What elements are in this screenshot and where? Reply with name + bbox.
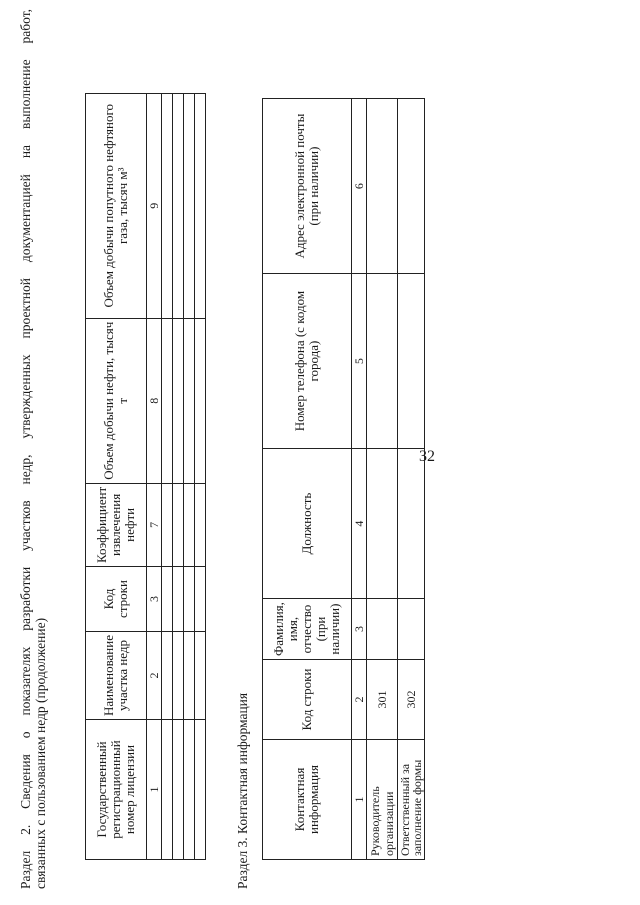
column-number-row: [352, 99, 367, 860]
section2-heading-line1: Раздел 2. Сведения о показателях разработки участков недр, утвержденных проектной документацией на выполнение работ,: [18, 9, 33, 889]
column-header: Наименование участка недр: [86, 632, 147, 720]
page-number: 32: [419, 448, 435, 465]
section2-heading-line2: связанных с пользованием недр (продолжение): [33, 617, 48, 889]
table-row: [162, 93, 173, 859]
section2-heading: [18, 9, 48, 889]
column-header: Код строки: [263, 660, 352, 740]
column-number: 4: [352, 449, 367, 599]
column-header: Объем добычи нефти, тысяч т: [86, 318, 147, 483]
table-row: [195, 93, 206, 859]
column-header: Фамилия, имя, отчество (при наличии): [263, 599, 352, 660]
column-number: 8: [147, 318, 162, 483]
column-number: 7: [147, 483, 162, 566]
column-number: 2: [147, 632, 162, 720]
section3-table: [262, 98, 425, 860]
column-number: 6: [352, 99, 367, 274]
column-header: Должность: [263, 449, 352, 599]
column-number: 5: [352, 274, 367, 449]
column-number: 2: [352, 660, 367, 740]
column-header: Код строки: [86, 567, 147, 632]
column-header: Объем добычи попутного нефтяного газа, тысяч м³: [86, 93, 147, 318]
column-header: Контактная информация: [263, 740, 352, 860]
table-row: [173, 93, 184, 859]
section2-table: [85, 93, 206, 860]
table-row: [184, 93, 195, 859]
column-number: 1: [147, 720, 162, 860]
row-label: Ответственный за заполнение формы: [398, 740, 425, 860]
column-header: Государственный регистрационный номер лицензии: [86, 720, 147, 860]
table-row: [398, 99, 425, 860]
section3-title: Раздел 3. Контактная информация: [235, 692, 250, 889]
column-number: 3: [147, 567, 162, 632]
table-header-row: [86, 93, 147, 859]
column-header: Адрес электронной почты (при наличии): [263, 99, 352, 274]
row-code: 301: [367, 660, 398, 740]
column-number-row: [147, 93, 162, 859]
table-row: [367, 99, 398, 860]
table-header-row: [263, 99, 352, 860]
row-label: Руководитель организации: [367, 740, 398, 860]
column-number: 9: [147, 93, 162, 318]
row-code: 302: [398, 660, 425, 740]
column-number: 3: [352, 599, 367, 660]
column-number: 1: [352, 740, 367, 860]
column-header: Номер телефона (с кодом города): [263, 274, 352, 449]
column-header: Коэффициент извлечения нефти: [86, 483, 147, 566]
